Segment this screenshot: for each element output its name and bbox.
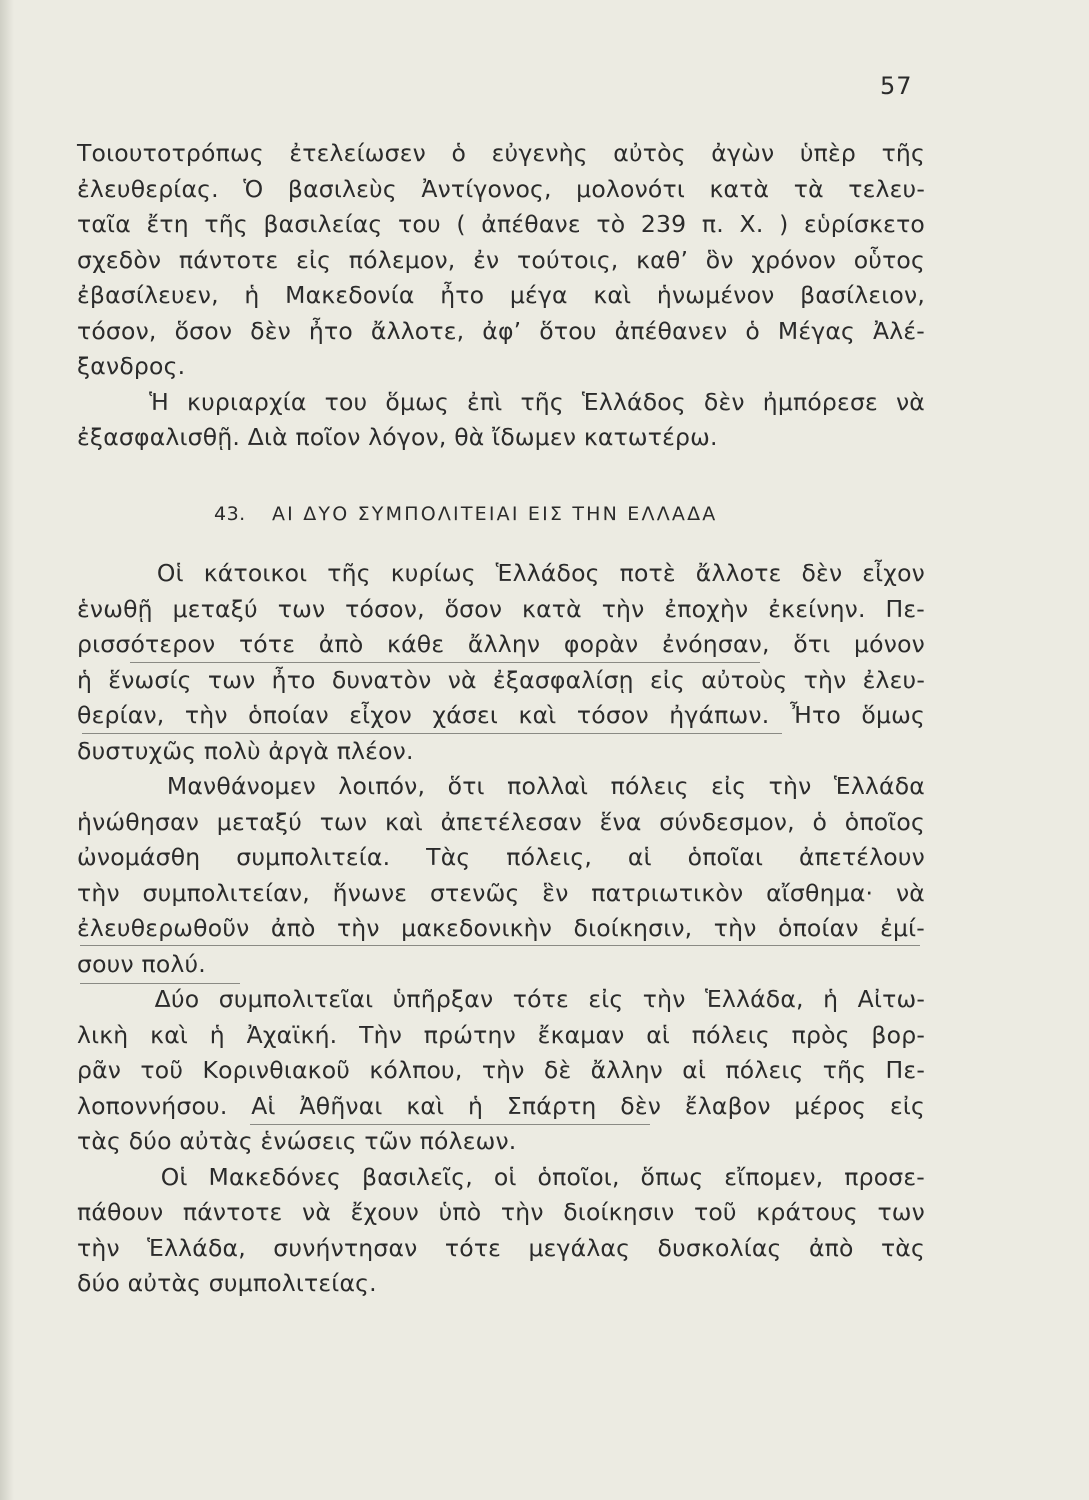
pencil-underline [130, 662, 760, 663]
text-line: Οἱ Μακεδόνες βασιλεῖς, οἱ ὁποῖοι, ὅπως εἴπομεν, προσε- [77, 1162, 925, 1191]
text-line: πάθουν πάντοτε νὰ ἔχουν ὑπὸ τὴν διοίκησιν τοῦ κράτους των [77, 1198, 925, 1226]
section-number: 43. [214, 503, 246, 525]
text-line: σουν πολύ. [77, 949, 206, 978]
text-line: Τοιουτοτρόπως ἐτελείωσεν ὁ εὐγενὴς αὐτὸς ἀγὼν ὑπὲρ τῆς [77, 139, 925, 167]
text-line: δυστυχῶς πολὺ ἀργὰ πλέον. [77, 736, 414, 765]
text-line: ξανδρος. [77, 352, 186, 380]
text-line: θερίαν, τὴν ὁποίαν εἶχον χάσει καὶ τόσον ἠγάπων. Ἦτο ὅμως [77, 701, 925, 729]
text-line: δύο αὐτὰς συμπολιτείας. [77, 1269, 377, 1297]
text-line: ταῖα ἔτη τῆς βασιλείας του ( ἀπέθανε τὸ 239 π. Χ. ) εὑρίσκετο [77, 210, 925, 238]
text-line: ἐλευθερίας. Ὁ βασιλεὺς Ἀντίγονος, μολονότι κατὰ τὰ τελευ- [77, 174, 925, 203]
text-line: ρισσότερον τότε ἀπὸ κάθε ἄλλην φορὰν ἐνόησαν, ὅτι μόνον [77, 630, 925, 658]
page-binding-shadow [0, 0, 14, 1500]
pencil-underline [80, 983, 240, 984]
text-line: τὴν Ἑλλάδα, συνήντησαν τότε μεγάλας δυσκολίας ἀπὸ τὰς [77, 1233, 925, 1262]
text-line: ὠνομάσθη συμπολιτεία. Τὰς πόλεις, αἱ ὁποῖαι ἀπετέλουν [77, 843, 925, 871]
text-line: ἐβασίλευεν, ἡ Μακεδονία ἦτο μέγα καὶ ἡνωμένον βασίλειον, [77, 281, 925, 309]
text-line: Μανθάνομεν λοιπόν, ὅτι πολλαὶ πόλεις εἰς τὴν Ἑλλάδα [77, 772, 925, 800]
body-paragraphs [77, 556, 925, 1302]
text-line: Δύο συμπολιτεῖαι ὑπῆρξαν τότε εἰς τὴν Ἑλλάδα, ἡ Αἰτω- [77, 985, 925, 1013]
text-line: τόσον, ὅσον δὲν ἦτο ἄλλοτε, ἀφ’ ὅτου ἀπέθανεν ὁ Μέγας Ἀλέ- [77, 316, 925, 345]
section-title: ΑΙ ΔΥΟ ΣΥΜΠΟΛΙΤΕΙΑΙ ΕΙΣ ΤΗΝ ΕΛΛΑΔΑ [271, 503, 718, 525]
text-line: τὰς δύο αὐτὰς ἑνώσεις τῶν πόλεων. [77, 1127, 517, 1155]
section-heading [214, 503, 718, 525]
text-line: λοποννήσου. Αἱ Ἀθῆναι καὶ ἡ Σπάρτη δὲν ἔλαβον μέρος εἰς [77, 1091, 925, 1120]
text-line: ἡ ἕνωσίς των ἦτο δυνατὸν νὰ ἐξασφαλίσῃ εἰς αὐτοὺς τὴν ἐλευ- [77, 665, 925, 694]
text-line: ρᾶν τοῦ Κορινθιακοῦ κόλπου, τὴν δὲ ἄλλην αἱ πόλεις τῆς Πε- [77, 1056, 925, 1084]
pencil-underline [80, 945, 920, 946]
text-line: λικὴ καὶ ἡ Ἀχαϊκή. Τὴν πρώτην ἔκαμαν αἱ πόλεις πρὸς βορ- [77, 1020, 925, 1049]
text-line: ἐξασφαλισθῇ. Διὰ ποῖον λόγον, θὰ ἴδωμεν κατωτέρω. [77, 423, 718, 451]
text-line: Ἡ κυριαρχία του ὅμως ἐπὶ τῆς Ἑλλάδος δὲν ἠμπόρεσε νὰ [77, 387, 925, 416]
text-line: σχεδὸν πάντοτε εἰς πόλεμον, ἐν τούτοις, καθ’ ὃν χρόνον οὗτος [77, 245, 925, 274]
text-line: τὴν συμπολιτείαν, ἥνωνε στενῶς ἓν πατριωτικὸν αἴσθημα· νὰ [77, 878, 925, 907]
pencil-underline [250, 1124, 650, 1125]
page-number: 57 [880, 72, 913, 100]
text-line: Οἱ κάτοικοι τῆς κυρίως Ἑλλάδος ποτὲ ἄλλοτε δὲν εἶχον [77, 559, 925, 587]
text-line: ἑνωθῇ μεταξύ των τόσον, ὅσον κατὰ τὴν ἐποχὴν ἐκείνην. Πε- [77, 594, 925, 623]
text-line: ἡνώθησαν μεταξύ των καὶ ἀπετέλεσαν ἕνα σύνδεσμον, ὁ ὁποῖος [77, 807, 925, 836]
pencil-underline [82, 733, 782, 734]
text-line: ἐλευθερωθοῦν ἀπὸ τὴν μακεδονικὴν διοίκησιν, τὴν ὁποίαν ἐμί- [77, 914, 925, 942]
intro-paragraphs [77, 136, 925, 456]
